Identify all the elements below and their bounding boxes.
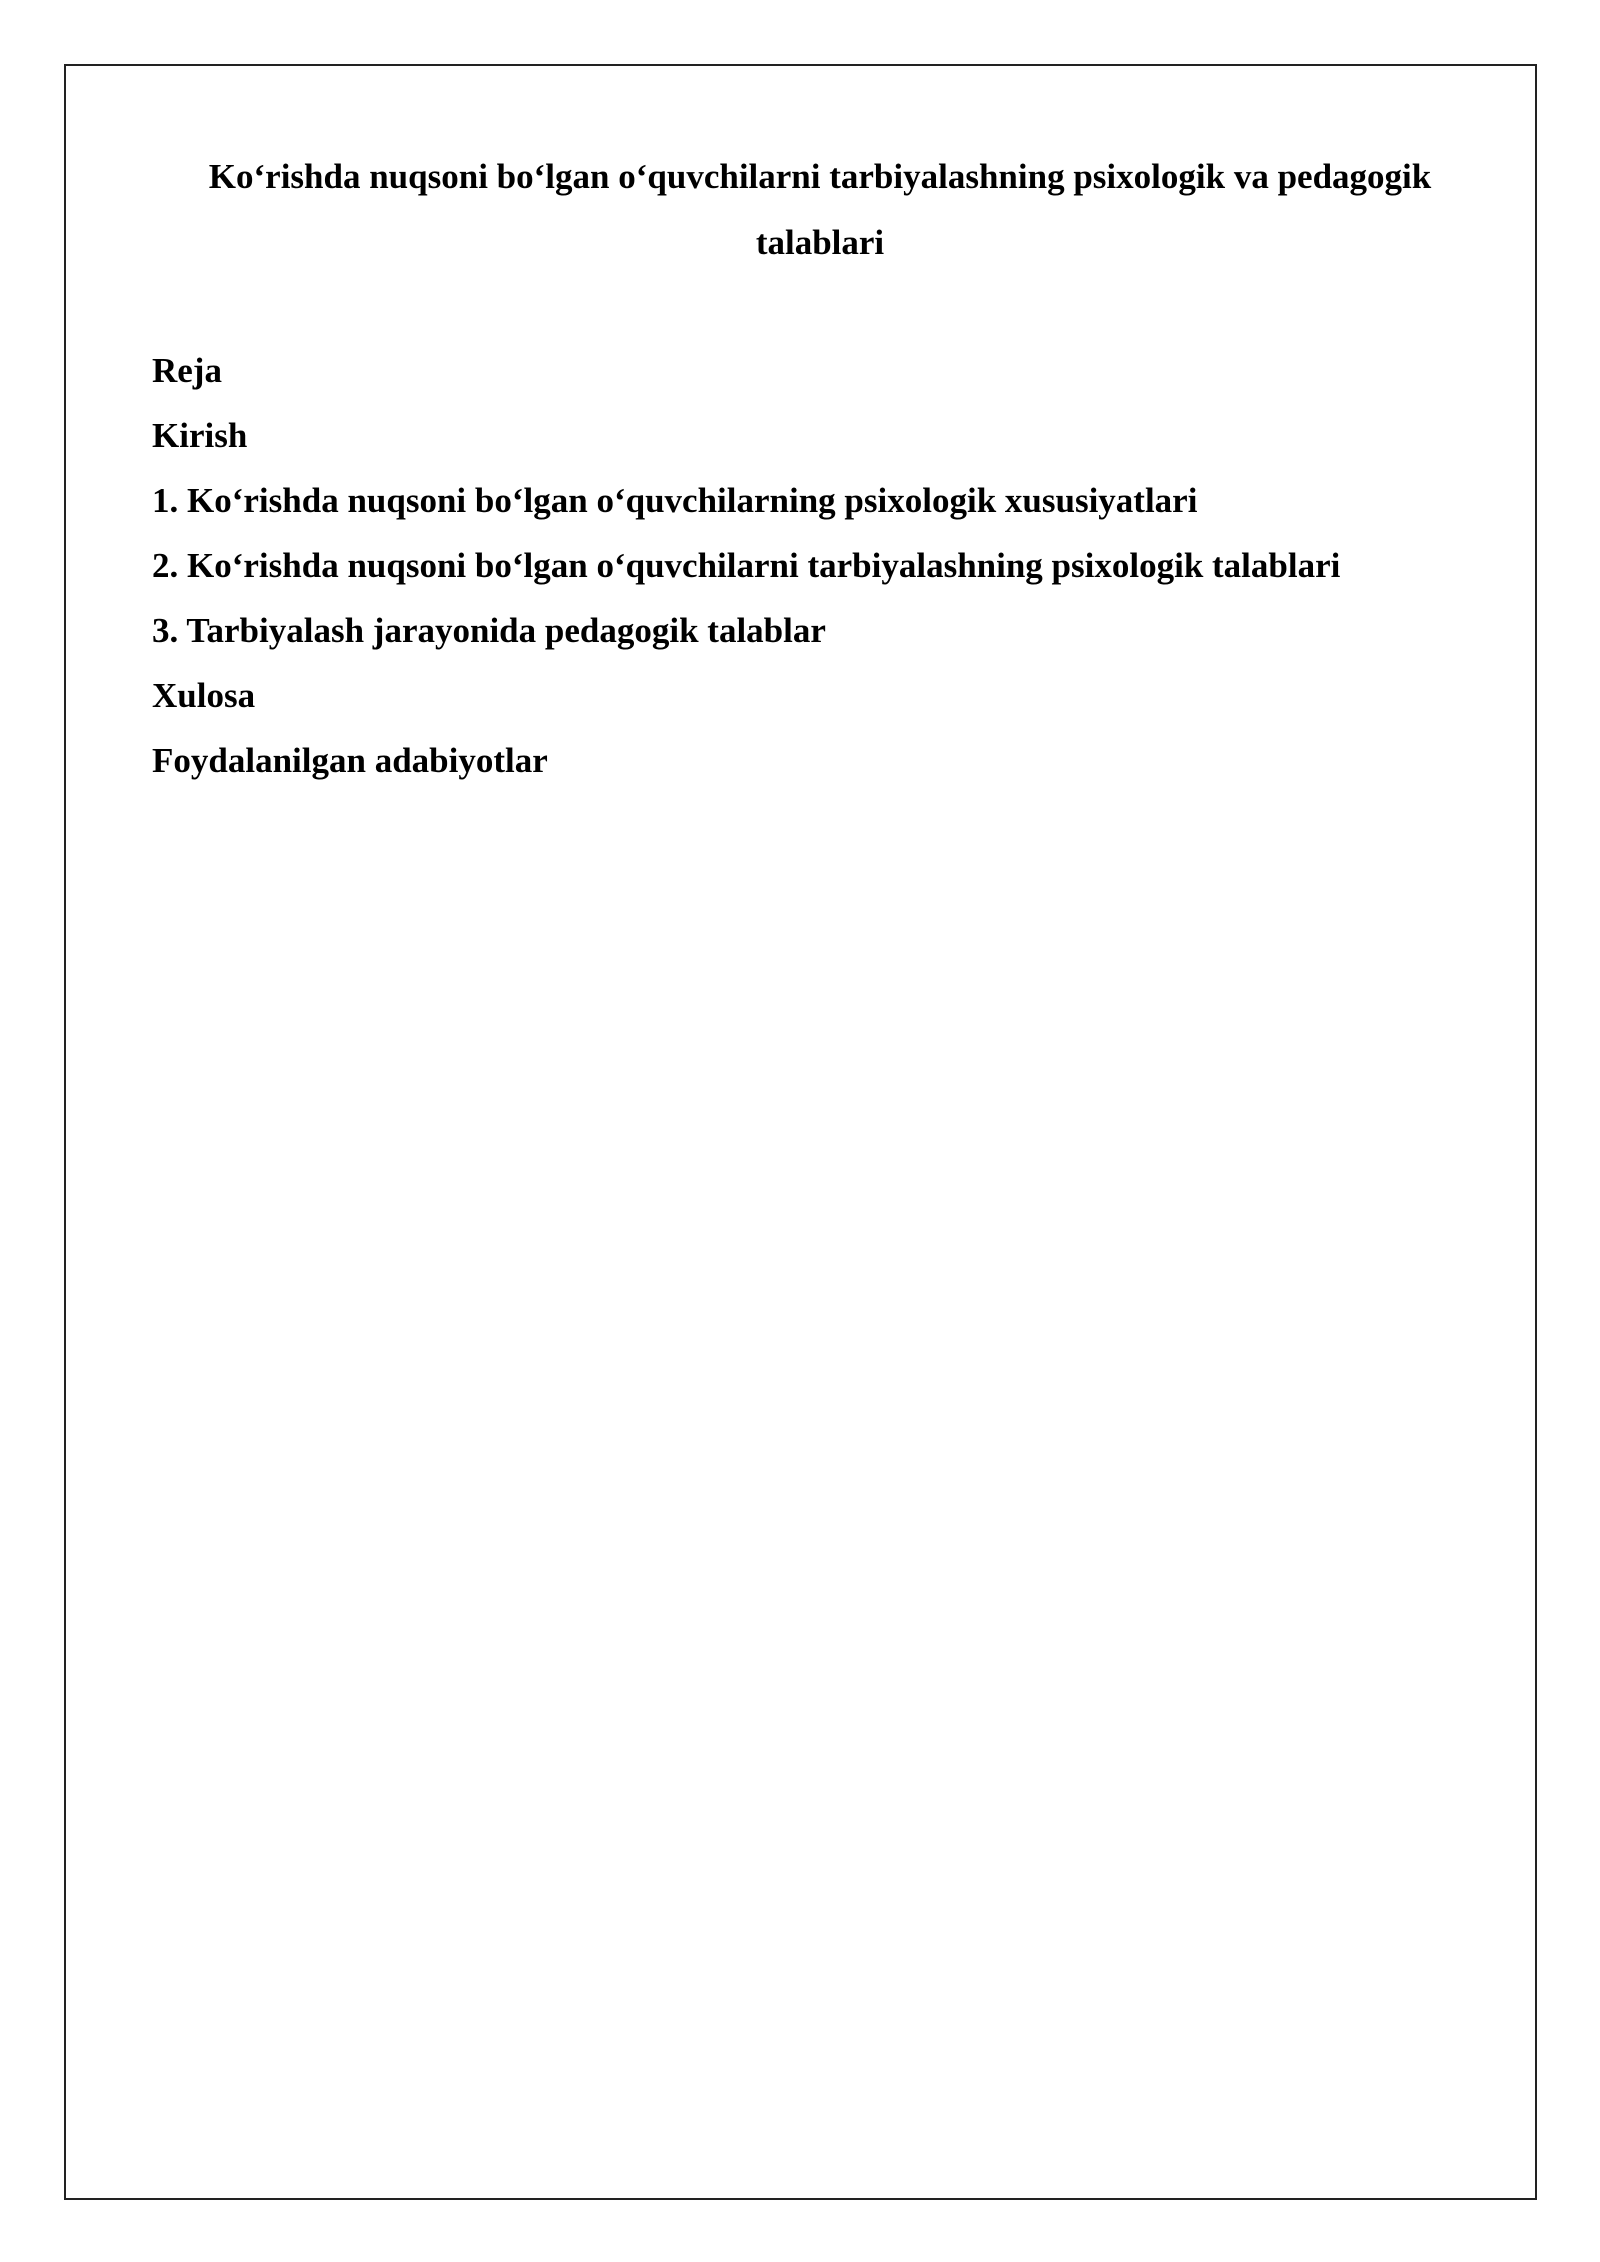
plan-list — [152, 338, 1512, 793]
plan-item-references: Foydalanilgan adabiyotlar — [152, 741, 548, 780]
plan-item-conclusion: Xulosa — [152, 676, 256, 715]
document-title: Koʻrishda nuqsoni boʻlgan oʻquvchilarni tarbiyalashning psixologik va pedagogik talablari — [208, 157, 1432, 262]
plan-item-2: 2. Koʻrishda nuqsoni boʻlgan oʻquvchilarni tarbiyalashning psixologik talablari — [152, 546, 1341, 585]
plan-heading: Reja — [152, 351, 222, 390]
plan-item-introduction: Kirish — [152, 416, 248, 455]
plan-item-3: 3. Tarbiyalash jarayonida pedagogik talablar — [152, 611, 826, 650]
plan-item-1: 1. Koʻrishda nuqsoni boʻlgan oʻquvchilarning psixologik xususiyatlari — [152, 481, 1198, 520]
